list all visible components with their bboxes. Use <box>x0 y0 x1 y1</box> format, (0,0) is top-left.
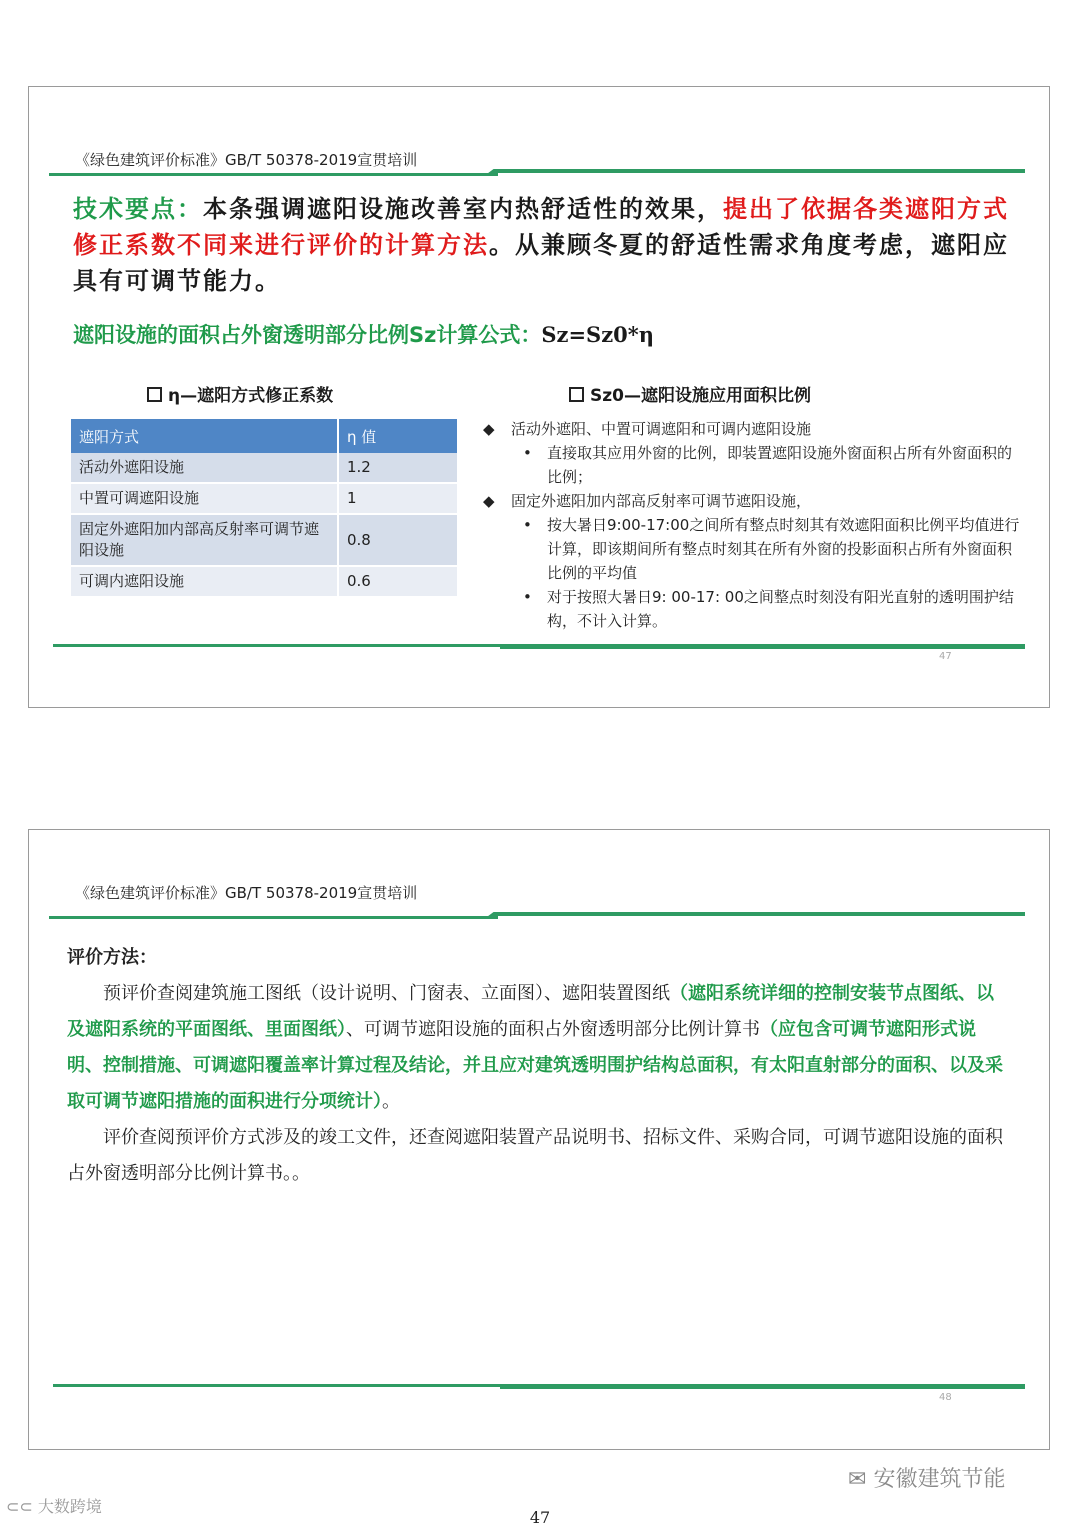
slide-header: 《绿色建筑评价标准》GB/T 50378-2019宣贯培训 <box>75 884 418 902</box>
tech-text-2: 。从兼顾冬夏的舒适性需求角度考虑，遮阳应具有可调节能力。 <box>73 230 1009 295</box>
list-item: ◆ 固定外遮阳加内部高反射率可调节遮阳设施， <box>483 489 1023 513</box>
eta-label: η—遮阳方式修正系数 <box>147 381 333 406</box>
table-row <box>71 514 458 566</box>
dot-bullet-icon: • <box>523 444 532 462</box>
tech-label: 技术要点： <box>73 194 203 223</box>
table-row <box>71 566 458 597</box>
footer-divider <box>53 644 1025 650</box>
table-row <box>71 453 458 483</box>
formula-line <box>73 319 654 349</box>
sz0-bullet-list <box>483 417 1023 633</box>
wechat-icon: ✉ <box>848 1467 874 1492</box>
list-item: • 直接取其应用外窗的比例，即装置遮阳设施外窗面积占所有外窗面积的比例； <box>483 441 1023 489</box>
slide-page-number: 48 <box>939 1392 952 1403</box>
table-cell: 活动外遮阳设施 <box>71 453 338 483</box>
square-bullet-icon <box>147 387 162 402</box>
slide-page-number: 47 <box>939 651 952 662</box>
watermark-right: ✉ 安徽建筑节能 <box>848 1467 1006 1492</box>
diamond-bullet-icon: ◆ <box>483 420 495 438</box>
eta-table <box>71 419 459 598</box>
tech-text-highlight: 提出了依据各类遮阳方式修正系数不同来进行评价的计算方法 <box>73 194 1009 259</box>
paragraph-evaluation: 评价查阅预评价方式涉及的竣工文件，还查阅遮阳装置产品说明书、招标文件、采购合同，可调节遮阳设施的面积占外窗透明部分比例计算书。。 <box>67 1127 1003 1184</box>
table-header-eta: η 值 <box>338 419 458 453</box>
list-item: ◆ 活动外遮阳、中置可调遮阳和可调内遮阳设施 <box>483 417 1023 441</box>
footer-divider <box>53 1384 1025 1390</box>
slide-48 <box>28 829 1050 1450</box>
table-cell: 1 <box>338 483 458 514</box>
table-cell: 1.2 <box>338 453 458 483</box>
table-cell: 中置可调遮阳设施 <box>71 483 338 514</box>
square-bullet-icon <box>569 387 584 402</box>
evaluation-method <box>67 940 1007 1192</box>
table-cell: 0.6 <box>338 566 458 597</box>
table-cell: 0.8 <box>338 514 458 566</box>
table-cell: 可调内遮阳设施 <box>71 566 338 597</box>
diamond-bullet-icon: ◆ <box>483 492 495 510</box>
formula-text: 遮阳设施的面积占外窗透明部分比例Sz计算公式： <box>73 323 542 347</box>
watermark-logo-icon: ⊂⊂ <box>6 1497 38 1516</box>
list-item: • 按大暑日9:00-17:00之间所有整点时刻其有效遮阳面积比例平均值进行计算，即该期间所有整点时刻其在所有外窗的投影面积占所有外窗面积比例的平均值 <box>483 513 1023 585</box>
sz0-label: Sz0—遮阳设施应用面积比例 <box>569 381 811 406</box>
list-item: • 对于按照大暑日9: 00-17: 00之间整点时刻没有阳光直射的透明围护结构，不计入计算。 <box>483 585 1023 633</box>
table-row <box>71 483 458 514</box>
document-page-number: 47 <box>529 1508 551 1527</box>
dot-bullet-icon: • <box>523 516 532 534</box>
tech-text-1: 本条强调遮阳设施改善室内热舒适性的效果， <box>203 194 723 223</box>
slide-header: 《绿色建筑评价标准》GB/T 50378-2019宣贯培训 <box>75 151 418 169</box>
tech-points-paragraph <box>73 191 1023 299</box>
formula-math: Sz=Sz0*η <box>541 322 654 347</box>
header-divider <box>49 912 1025 919</box>
slide-47 <box>28 86 1050 708</box>
watermark-left: ⊂⊂ 大数跨境 <box>6 1497 102 1516</box>
paragraph-pre-evaluation: 预评价查阅建筑施工图纸（设计说明、门窗表、立面图）、遮阳装置图纸（遮阳系统详细的控制安装节点图纸、以及遮阳系统的平面图纸、里面图纸）、可调节遮阳设施的面积占外窗透明部分比例计算书（应包含可调节遮阳形式说明、控制措施、可调遮阳覆盖率计算过程及结论，并且应对建筑透明围护结构总面积，有太阳直射部分的面积、以及采取可调节遮阳措施的面积进行分项统计）。 <box>67 983 1003 1112</box>
dot-bullet-icon: • <box>523 588 532 606</box>
section-title: 评价方法： <box>67 947 157 968</box>
table-cell: 固定外遮阳加内部高反射率可调节遮阳设施 <box>71 514 338 566</box>
header-divider <box>49 169 1025 176</box>
table-header-method: 遮阳方式 <box>71 419 338 453</box>
